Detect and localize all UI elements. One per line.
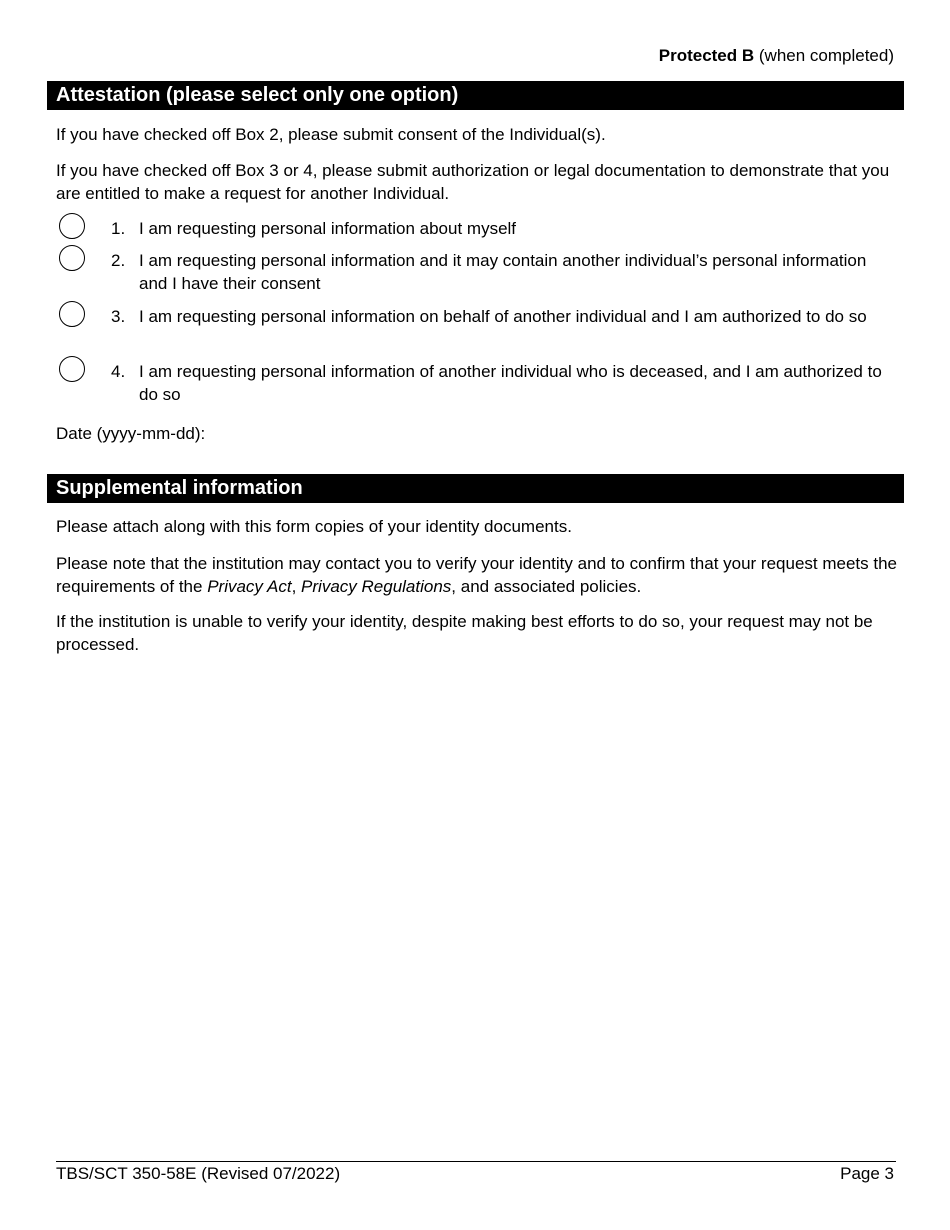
- date-label: Date (yyyy-mm-dd):: [56, 424, 206, 443]
- verify-note: [56, 552, 901, 598]
- option-1-text: I am requesting personal information about myself: [139, 219, 517, 238]
- supplemental-header: Supplemental information: [47, 474, 904, 503]
- privacy-act-term: Privacy Act: [207, 577, 292, 596]
- unable-note: If the institution is unable to verify your identity, despite making best efforts to do so, your request may not be processed.: [56, 612, 873, 654]
- option-4-number: 4.: [111, 362, 126, 381]
- protected-b-label: [659, 46, 894, 66]
- privacy-regulations-term: Privacy Regulations: [301, 577, 452, 596]
- box34-note: If you have checked off Box 3 or 4, please submit authorization or legal documentation to demonstrate that you are entitled to make a request for another Individual.: [56, 161, 890, 203]
- protected-b-suffix: (when completed): [754, 46, 894, 65]
- verify-note-prefix: Please note that the institution may contact you to verify your identity and to confirm that your request meets the requirements of the: [56, 554, 898, 596]
- verify-note-suffix: , and associated policies.: [451, 577, 642, 596]
- box2-note: If you have checked off Box 2, please submit consent of the Individual(s).: [56, 125, 606, 144]
- option-3-radio[interactable]: [59, 301, 85, 327]
- option-2-number: 2.: [111, 251, 126, 270]
- option-4-radio[interactable]: [59, 356, 85, 382]
- option-1-number: 1.: [111, 219, 126, 238]
- attestation-header: Attestation (please select only one option): [47, 81, 904, 110]
- page-number: Page 3: [840, 1164, 894, 1183]
- attach-note: Please attach along with this form copies of your identity documents.: [56, 517, 572, 536]
- option-1-radio[interactable]: [59, 213, 85, 239]
- option-2-radio[interactable]: [59, 245, 85, 271]
- form-id: TBS/SCT 350-58E (Revised 07/2022): [56, 1164, 341, 1183]
- protected-b-bold: Protected B: [658, 46, 755, 65]
- option-3-text: I am requesting personal information on behalf of another individual and I am authorized to do so: [139, 307, 867, 326]
- verify-note-comma: ,: [291, 577, 302, 596]
- option-4-text: I am requesting personal information of another individual who is deceased, and I am authorized to do so: [139, 362, 882, 404]
- option-3-number: 3.: [111, 307, 126, 326]
- option-2-text: I am requesting personal information and it may contain another individual’s personal information and I have their consent: [139, 251, 867, 293]
- footer-divider: [56, 1161, 896, 1162]
